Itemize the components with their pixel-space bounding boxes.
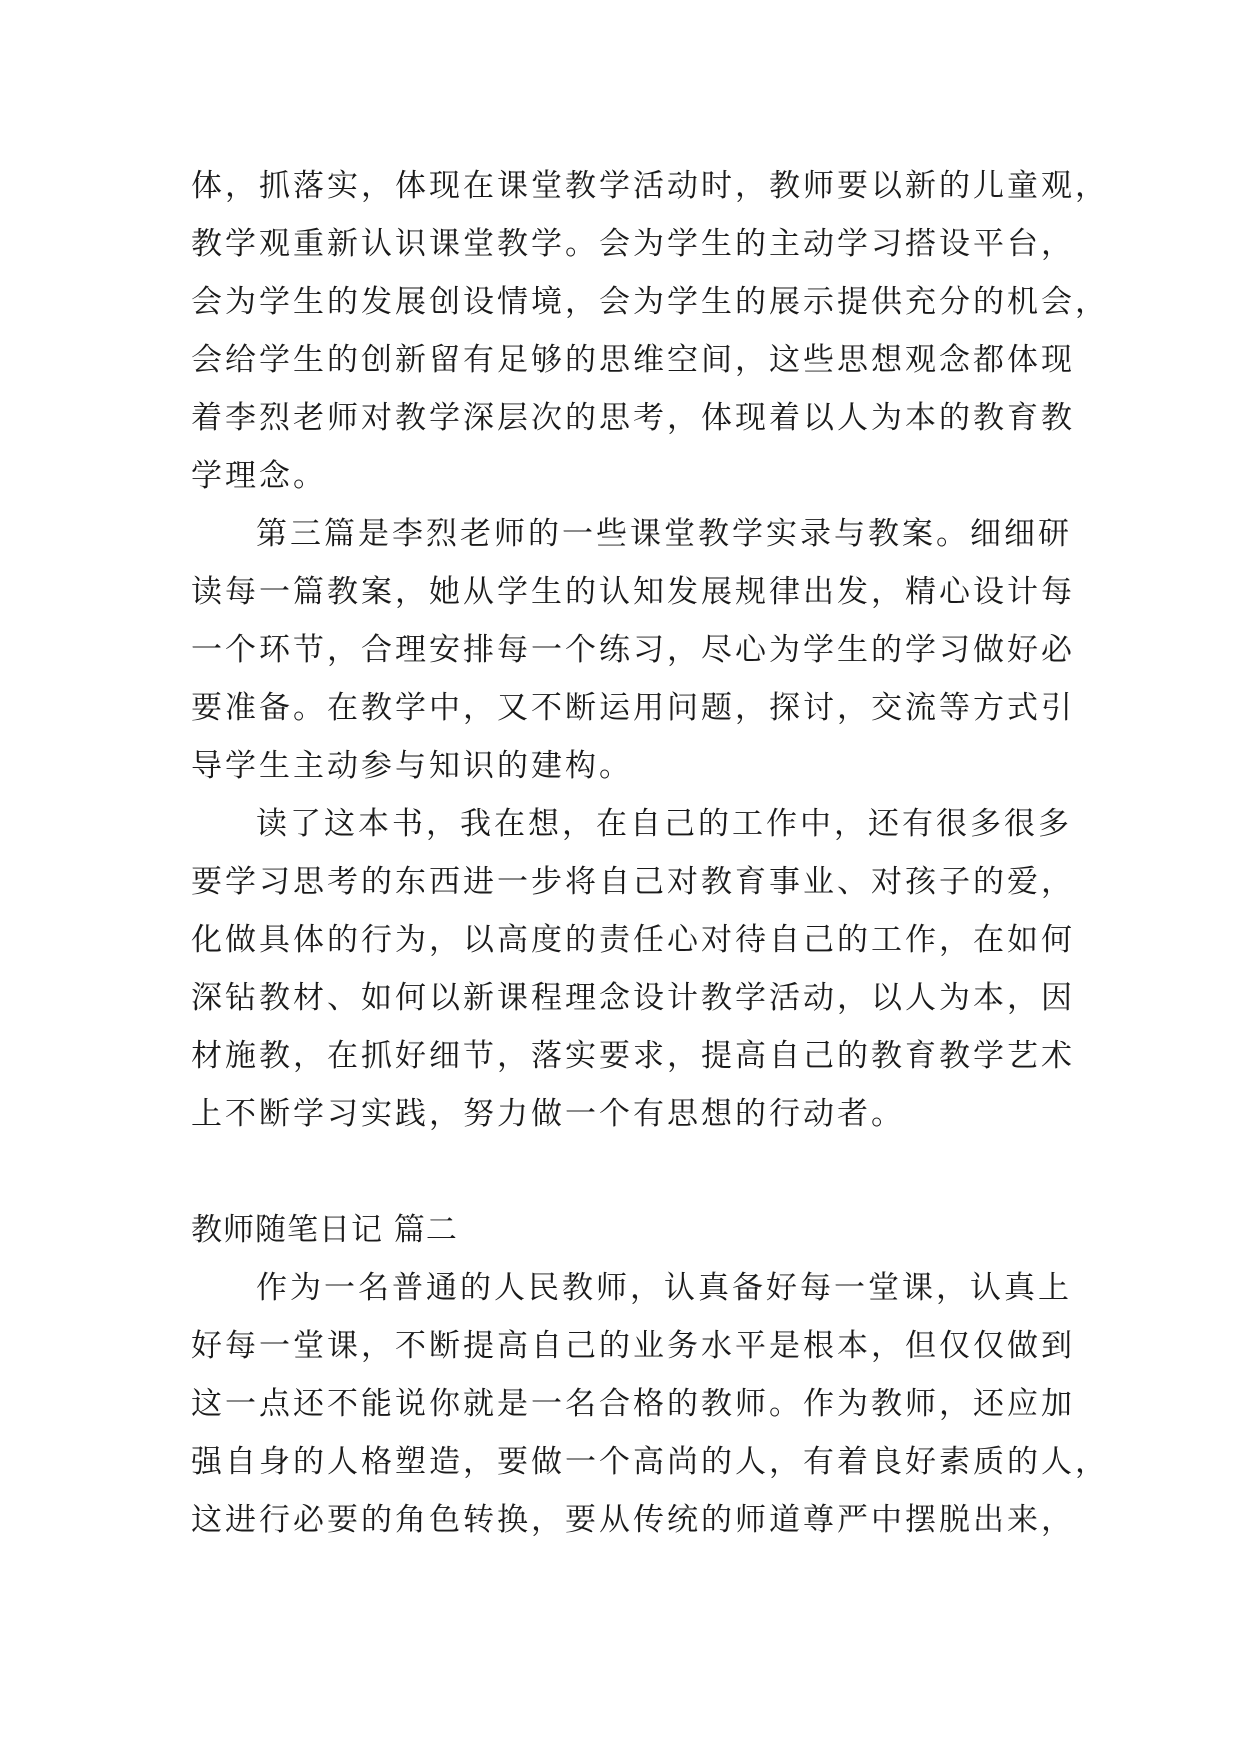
paragraph-line: 教学观重新认识课堂教学。会为学生的主动学习搭设平台，: [191, 226, 1075, 262]
paragraph-line: 会为学生的发展创设情境，会为学生的展示提供充分的机会，: [191, 284, 1109, 320]
section-heading: 教师随笔日记 篇二: [191, 1212, 458, 1248]
paragraph-line: 这一点还不能说你就是一名合格的教师。作为教师，还应加: [191, 1386, 1075, 1422]
paragraph-line: 上不断学习实践，努力做一个有思想的行动者。: [191, 1096, 905, 1132]
paragraph-line: 会给学生的创新留有足够的思维空间，这些思想观念都体现: [191, 342, 1075, 378]
paragraph-line: 体，抓落实，体现在课堂教学活动时，教师要以新的儿童观，: [191, 168, 1109, 204]
paragraph-line: 强自身的人格塑造，要做一个高尚的人，有着良好素质的人，: [191, 1444, 1109, 1480]
paragraph-line: 学理念。: [191, 458, 327, 494]
paragraph-line: 深钻教材、如何以新课程理念设计教学活动，以人为本，因: [191, 980, 1075, 1016]
paragraph-line: 化做具体的行为，以高度的责任心对待自己的工作，在如何: [191, 922, 1075, 958]
paragraph-line: 好每一堂课，不断提高自己的业务水平是根本，但仅仅做到: [191, 1328, 1075, 1364]
paragraph-line: 材施教，在抓好细节，落实要求，提高自己的教育教学艺术: [191, 1038, 1075, 1074]
paragraph-line: 要学习思考的东西进一步将自己对教育事业、对孩子的爱，: [191, 864, 1075, 900]
paragraph-line: 这进行必要的角色转换，要从传统的师道尊严中摆脱出来，: [191, 1502, 1075, 1538]
paragraph-line: 第三篇是李烈老师的一些课堂教学实录与教案。细细研: [256, 516, 1072, 552]
paragraph-line: 一个环节，合理安排每一个练习，尽心为学生的学习做好必: [191, 632, 1075, 668]
paragraph-line: 读了这本书，我在想，在自己的工作中，还有很多很多: [256, 806, 1072, 842]
paragraph-line: 着李烈老师对教学深层次的思考，体现着以人为本的教育教: [191, 400, 1075, 436]
paragraph-line: 导学生主动参与知识的建构。: [191, 748, 633, 784]
paragraph-line: 读每一篇教案，她从学生的认知发展规律出发，精心设计每: [191, 574, 1075, 610]
paragraph-line: 作为一名普通的人民教师，认真备好每一堂课，认真上: [256, 1270, 1072, 1306]
paragraph-line: 要准备。在教学中，又不断运用问题，探讨，交流等方式引: [191, 690, 1075, 726]
